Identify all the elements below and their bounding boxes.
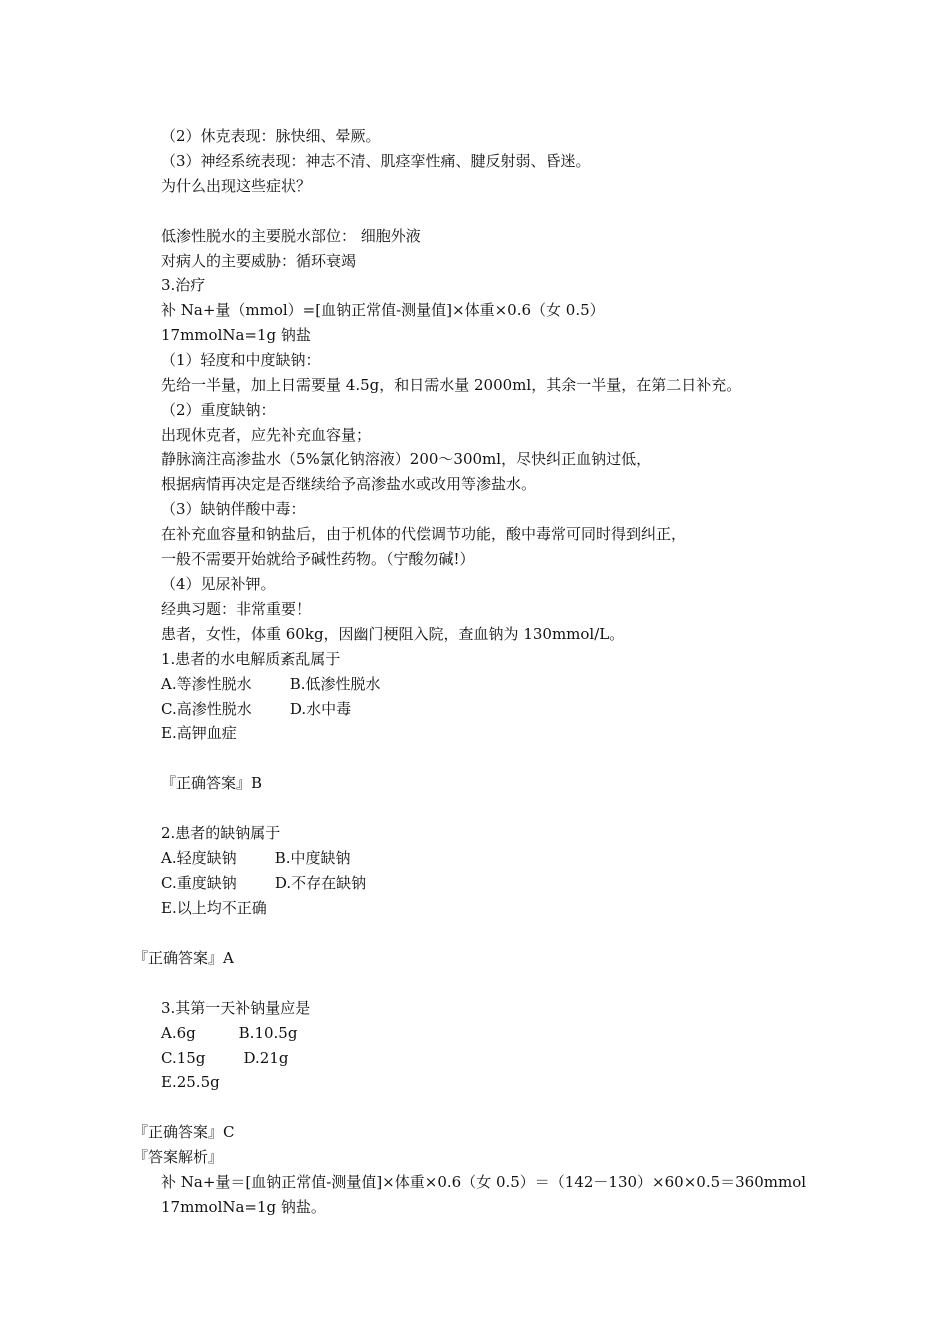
question-options: A.6g B.10.5g [161, 1024, 298, 1042]
answer-line: 『正确答案』A [133, 949, 234, 967]
question-options: C.高渗性脱水 D.水中毒 [161, 700, 352, 718]
question-options: A.轻度缺钠 B.中度缺钠 [161, 849, 351, 867]
question-options: E.高钾血症 [161, 724, 237, 742]
text-line: 17mmolNa=1g 钠盐。 [161, 1198, 326, 1216]
text-line: 根据病情再决定是否继续给予高渗盐水或改用等渗盐水。 [161, 475, 537, 493]
answer-line: 『正确答案』C [133, 1123, 235, 1141]
question-stem: 3.其第一天补钠量应是 [161, 999, 311, 1017]
question-options: A.等渗性脱水 B.低渗性脱水 [161, 675, 381, 693]
text-line: （1）轻度和中度缺钠： [161, 351, 321, 369]
section-heading: 3.治疗 [161, 276, 206, 294]
question-options: C.15g D.21g [161, 1049, 289, 1067]
answer-line: 『正确答案』B [161, 774, 263, 792]
formula-line: 补 Na+量（mmol）=[血钠正常值-测量值]×体重×0.6（女 0.5） [161, 301, 605, 319]
text-line: 17mmolNa=1g 钠盐 [161, 326, 311, 344]
text-line: （2）重度缺钠： [161, 401, 276, 419]
text-line: 静脉滴注高渗盐水（5%氯化钠溶液）200～300ml，尽快纠正血钠过低， [161, 450, 652, 468]
text-line: （4）见尿补钾。 [161, 575, 276, 593]
question-stem: 1.患者的水电解质紊乱属于 [161, 650, 341, 668]
text-line: （2）休克表现：脉快细、晕厥。 [161, 127, 381, 145]
text-line: 低渗性脱水的主要脱水部位： 细胞外液 [161, 227, 421, 245]
question-options: E.以上均不正确 [161, 899, 267, 917]
text-line: （3）神经系统表现：神志不清、肌痉挛性痛、腱反射弱、昏迷。 [161, 152, 591, 170]
text-line: 患者，女性，体重 60kg，因幽门梗阻入院，查血钠为 130mmol/L。 [161, 625, 625, 643]
text-line: 为什么出现这些症状？ [161, 177, 312, 195]
question-stem: 2.患者的缺钠属于 [161, 824, 281, 842]
formula-line: 补 Na+量＝[血钠正常值-测量值]×体重×0.6（女 0.5）＝（142－130）×60×0.5＝360mmol [161, 1173, 807, 1191]
analysis-heading: 『答案解析』 [133, 1148, 224, 1166]
text-line: 经典习题：非常重要！ [161, 600, 312, 618]
text-line: （3）缺钠伴酸中毒： [161, 500, 306, 518]
question-options: E.25.5g [161, 1073, 220, 1091]
text-line: 对病人的主要威胁：循环衰竭 [161, 252, 357, 270]
text-line: 先给一半量，加上日需要量 4.5g，和日需水量 2000ml，其余一半量，在第二日补充。 [161, 376, 742, 394]
text-line: 出现休克者，应先补充血容量； [161, 426, 372, 444]
text-line: 在补充血容量和钠盐后，由于机体的代偿调节功能，酸中毒常可同时得到纠正， [161, 525, 687, 543]
text-line: 一般不需要开始就给予碱性药物。（宁酸勿碱!） [161, 550, 475, 568]
question-options: C.重度缺钠 D.不存在缺钠 [161, 874, 367, 892]
